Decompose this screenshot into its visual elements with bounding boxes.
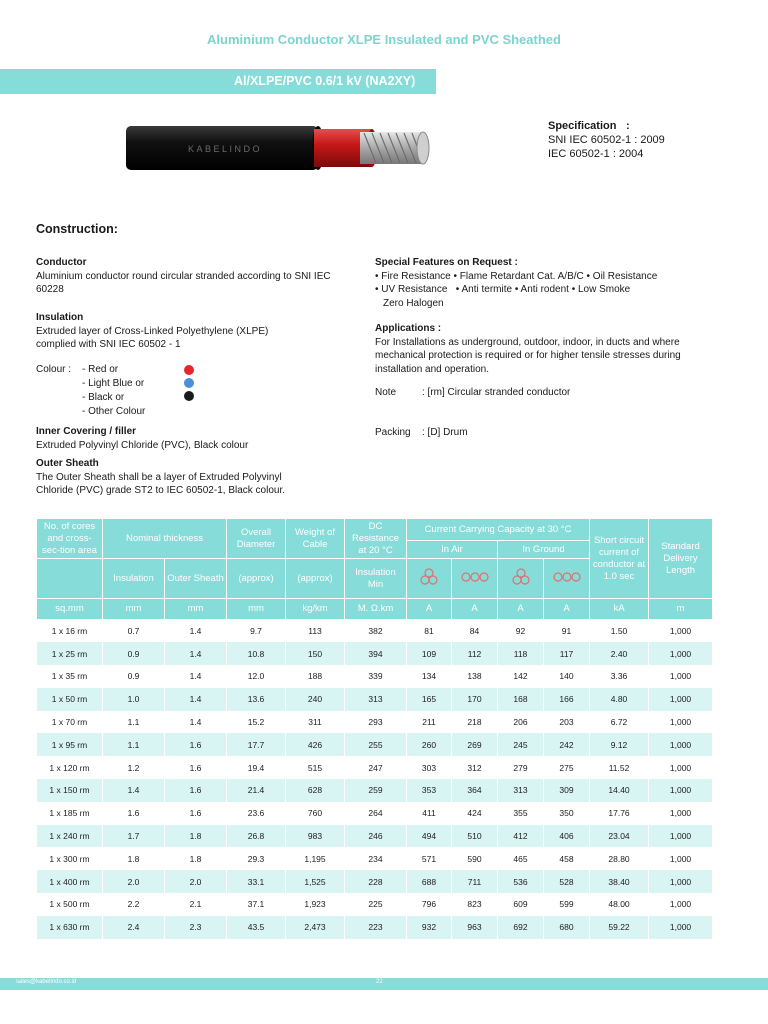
table-cell: 0.7 — [103, 620, 165, 643]
table-cell: 3.36 — [590, 665, 649, 688]
table-cell: 91 — [544, 620, 590, 643]
unit-cell: A — [452, 599, 498, 620]
unit-cell: A — [407, 599, 452, 620]
table-row — [37, 779, 713, 802]
table-row — [37, 642, 713, 665]
colour-item-light-blue: - Light Blue or — [82, 378, 145, 389]
table-cell: 1,000 — [649, 620, 713, 643]
insulation-heading: Insulation — [36, 312, 84, 323]
table-cell: 628 — [286, 779, 345, 802]
page-title: Aluminium Conductor XLPE Insulated and PVC Sheathed — [207, 32, 561, 47]
unit-cell: mm — [165, 599, 227, 620]
table-cell: 19.4 — [227, 756, 286, 779]
table-cell: 303 — [407, 756, 452, 779]
table-cell: 1 x 240 rm — [37, 825, 103, 848]
cable-brand-text: KABELINDO — [188, 144, 263, 154]
table-cell: 14.40 — [590, 779, 649, 802]
table-cell: 2.4 — [103, 916, 165, 939]
header-nominal-thickness: Nominal thickness — [103, 519, 227, 559]
table-row — [37, 620, 713, 643]
table-cell: 599 — [544, 893, 590, 916]
unit-cell: sq.mm — [37, 599, 103, 620]
table-cell: 225 — [345, 893, 407, 916]
table-cell: 9.12 — [590, 733, 649, 756]
table-cell: 6.72 — [590, 711, 649, 734]
table-cell: 932 — [407, 916, 452, 939]
colour-item-other: - Other Colour — [82, 406, 146, 417]
table-cell: 1,923 — [286, 893, 345, 916]
table-row — [37, 802, 713, 825]
table-cell: 339 — [345, 665, 407, 688]
special-features-block — [375, 256, 715, 310]
table-cell: 188 — [286, 665, 345, 688]
flat-ground-icon — [544, 559, 590, 599]
conductor-block — [36, 256, 336, 297]
table-cell: 1,000 — [649, 642, 713, 665]
header-insulation-min: Insulation Min — [345, 559, 407, 599]
conductor-text: Aluminium conductor round circular stranded according to SNI IEC 60228 — [36, 270, 331, 295]
table-cell: 412 — [498, 825, 544, 848]
table-cell: 211 — [407, 711, 452, 734]
table-cell: 21.4 — [227, 779, 286, 802]
table-cell: 571 — [407, 847, 452, 870]
inner-covering-block — [36, 425, 356, 452]
applications-heading: Applications : — [375, 323, 442, 334]
table-cell: 228 — [345, 870, 407, 893]
table-cell: 1.50 — [590, 620, 649, 643]
table-cell: 2.40 — [590, 642, 649, 665]
table-cell: 1,000 — [649, 825, 713, 848]
table-cell: 1,000 — [649, 916, 713, 939]
specification-line-2: IEC 60502-1 : 2004 — [548, 148, 644, 160]
table-cell: 963 — [452, 916, 498, 939]
table-cell: 1.1 — [103, 711, 165, 734]
table-cell: 692 — [498, 916, 544, 939]
table-cell: 165 — [407, 688, 452, 711]
table-cell: 15.2 — [227, 711, 286, 734]
table-body — [37, 620, 713, 939]
applications-line-1: For Installations as underground, outdoor, indoor, in ducts and where — [375, 336, 680, 348]
table-cell: 17.76 — [590, 802, 649, 825]
table-cell: 117 — [544, 642, 590, 665]
insulation-block — [36, 311, 336, 352]
unit-cell: M. Ω.km — [345, 599, 407, 620]
table-cell: 170 — [452, 688, 498, 711]
table-cell: 12.0 — [227, 665, 286, 688]
table-cell: 245 — [498, 733, 544, 756]
table-cell: 275 — [544, 756, 590, 779]
table-cell: 609 — [498, 893, 544, 916]
table-cell: 206 — [498, 711, 544, 734]
construction-title: Construction: — [36, 222, 118, 236]
table-cell: 983 — [286, 825, 345, 848]
table-cell: 590 — [452, 847, 498, 870]
special-features-line-2: • UV Resistance • Anti termite • Anti rodent • Low Smoke — [375, 284, 631, 295]
table-cell: 134 — [407, 665, 452, 688]
table-cell: 2,473 — [286, 916, 345, 939]
product-code: Al/XLPE/PVC 0.6/1 kV (NA2XY) — [234, 74, 416, 88]
table-cell: 312 — [452, 756, 498, 779]
colour-label: Colour : — [36, 364, 72, 375]
black-swatch-icon — [184, 391, 194, 401]
table-cell: 1 x 95 rm — [37, 733, 103, 756]
table-cell: 33.1 — [227, 870, 286, 893]
packing-row — [375, 427, 468, 438]
unit-cell: mm — [227, 599, 286, 620]
table-cell: 260 — [407, 733, 452, 756]
unit-cell: kA — [590, 599, 649, 620]
table-cell: 1 x 400 rm — [37, 870, 103, 893]
packing-value: : [D] Drum — [422, 427, 468, 438]
applications-line-3: installation and operation. — [375, 363, 489, 375]
table-cell: 1,195 — [286, 847, 345, 870]
table-cell: 1,000 — [649, 779, 713, 802]
special-features-line-1: • Fire Resistance • Flame Retardant Cat. A/B/C • Oil Resistance — [375, 270, 658, 282]
table-cell: 1 x 150 rm — [37, 779, 103, 802]
table-cell: 1,000 — [649, 847, 713, 870]
table-cell: 138 — [452, 665, 498, 688]
table-cell: 1.6 — [165, 733, 227, 756]
header-weight: Weight of Cable — [286, 519, 345, 559]
table-cell: 1.4 — [165, 688, 227, 711]
header-short-circuit: Short circuit current of conductor at 1.0 sec — [590, 519, 649, 599]
packing-label: Packing — [375, 427, 411, 438]
table-row — [37, 847, 713, 870]
table-cell: 760 — [286, 802, 345, 825]
specification-heading: Specification — [548, 120, 617, 132]
trefoil-ground-icon — [498, 559, 544, 599]
table-cell: 28.80 — [590, 847, 649, 870]
table-cell: 259 — [345, 779, 407, 802]
outer-sheath-line-1: The Outer Sheath shall be a layer of Extruded Polyvinyl — [36, 471, 282, 483]
table-cell: 458 — [544, 847, 590, 870]
table-cell: 1.8 — [103, 847, 165, 870]
table-row — [37, 711, 713, 734]
product-banner — [0, 69, 436, 94]
table-cell: 394 — [345, 642, 407, 665]
table-cell: 242 — [544, 733, 590, 756]
table-cell: 1 x 70 rm — [37, 711, 103, 734]
table-cell: 166 — [544, 688, 590, 711]
table-cell: 43.5 — [227, 916, 286, 939]
unit-cell: A — [544, 599, 590, 620]
table-cell: 142 — [498, 665, 544, 688]
table-cell: 218 — [452, 711, 498, 734]
table-cell: 203 — [544, 711, 590, 734]
table-row — [37, 733, 713, 756]
page-number: 22 — [376, 979, 383, 985]
table-cell: 1.6 — [103, 802, 165, 825]
table-cell: 48.00 — [590, 893, 649, 916]
table-cell: 426 — [286, 733, 345, 756]
table-cell: 1.6 — [165, 802, 227, 825]
trefoil-air-icon — [407, 559, 452, 599]
table-cell: 264 — [345, 802, 407, 825]
table-cell: 1,000 — [649, 893, 713, 916]
header-current-capacity: Current Carrying Capacity at 30 °C — [407, 519, 590, 541]
table-cell: 536 — [498, 870, 544, 893]
header-in-air: In Air — [407, 541, 498, 559]
table-cell: 350 — [544, 802, 590, 825]
red-swatch-icon — [184, 365, 194, 375]
table-cell: 255 — [345, 733, 407, 756]
table-cell: 494 — [407, 825, 452, 848]
inner-covering-text: Extruded Polyvinyl Chloride (PVC), Black colour — [36, 439, 249, 451]
footer-bar — [0, 978, 768, 990]
inner-covering-heading: Inner Covering / filler — [36, 426, 137, 437]
table-cell: 353 — [407, 779, 452, 802]
table-cell: 38.40 — [590, 870, 649, 893]
table-cell: 247 — [345, 756, 407, 779]
outer-sheath-block — [36, 457, 356, 498]
table-cell: 1,000 — [649, 802, 713, 825]
table-cell: 406 — [544, 825, 590, 848]
table-cell: 13.6 — [227, 688, 286, 711]
header-diameter-approx: (approx) — [227, 559, 286, 599]
header-weight-approx: (approx) — [286, 559, 345, 599]
table-cell: 29.3 — [227, 847, 286, 870]
table-cell: 1.6 — [165, 779, 227, 802]
outer-sheath-heading: Outer Sheath — [36, 458, 99, 469]
table-cell: 1.7 — [103, 825, 165, 848]
table-cell: 1.4 — [165, 620, 227, 643]
header-insulation: Insulation — [103, 559, 165, 599]
header-in-ground: In Ground — [498, 541, 590, 559]
table-cell: 223 — [345, 916, 407, 939]
table-cell: 1 x 35 rm — [37, 665, 103, 688]
table-cell: 1,000 — [649, 733, 713, 756]
special-features-heading: Special Features on Request : — [375, 257, 518, 268]
table-cell: 17.7 — [227, 733, 286, 756]
table-cell: 711 — [452, 870, 498, 893]
table-cell: 510 — [452, 825, 498, 848]
table-cell: 112 — [452, 642, 498, 665]
colour-item-black: - Black or — [82, 392, 125, 403]
applications-line-2: mechanical protection is required or for higher tensile stresses during — [375, 350, 681, 361]
header-outer-sheath: Outer Sheath — [165, 559, 227, 599]
table-cell: 168 — [498, 688, 544, 711]
table-cell: 313 — [498, 779, 544, 802]
table-cell: 109 — [407, 642, 452, 665]
table-cell: 1,000 — [649, 756, 713, 779]
table-cell: 1,000 — [649, 711, 713, 734]
header-delivery-length: Standard Delivery Length — [649, 519, 713, 599]
unit-cell: kg/km — [286, 599, 345, 620]
table-cell: 2.1 — [165, 893, 227, 916]
table-row — [37, 756, 713, 779]
note-row — [375, 387, 571, 398]
table-cell: 1.8 — [165, 847, 227, 870]
table-cell: 118 — [498, 642, 544, 665]
colour-item-red: - Red or — [82, 364, 119, 375]
table-cell: 1.4 — [165, 665, 227, 688]
table-cell: 59.22 — [590, 916, 649, 939]
table-cell: 688 — [407, 870, 452, 893]
colour-block — [36, 364, 206, 420]
cable-spec-table — [36, 518, 713, 939]
table-cell: 84 — [452, 620, 498, 643]
table-cell: 240 — [286, 688, 345, 711]
header-dc-resistance: DC Resistance at 20 °C — [345, 519, 407, 559]
unit-cell: mm — [103, 599, 165, 620]
table-cell: 311 — [286, 711, 345, 734]
table-cell: 528 — [544, 870, 590, 893]
table-cell: 1 x 50 rm — [37, 688, 103, 711]
unit-cell: m — [649, 599, 713, 620]
table-cell: 1,000 — [649, 688, 713, 711]
table-row — [37, 893, 713, 916]
light-blue-swatch-icon — [184, 378, 194, 388]
table-cell: 1 x 300 rm — [37, 847, 103, 870]
table-cell: 234 — [345, 847, 407, 870]
table-cell: 1.4 — [165, 642, 227, 665]
insulation-line-1: Extruded layer of Cross-Linked Polyethylene (XLPE) — [36, 325, 269, 337]
table-cell: 92 — [498, 620, 544, 643]
table-cell: 1.1 — [103, 733, 165, 756]
table-cell: 150 — [286, 642, 345, 665]
table-cell: 9.7 — [227, 620, 286, 643]
table-cell: 293 — [345, 711, 407, 734]
applications-block — [375, 322, 720, 376]
table-cell: 2.2 — [103, 893, 165, 916]
units-row — [37, 599, 713, 620]
table-cell: 796 — [407, 893, 452, 916]
table-cell: 680 — [544, 916, 590, 939]
table-cell: 1 x 630 rm — [37, 916, 103, 939]
table-row — [37, 916, 713, 939]
table-cell: 26.8 — [227, 825, 286, 848]
table-cell: 246 — [345, 825, 407, 848]
table-cell: 1 x 500 rm — [37, 893, 103, 916]
table-row — [37, 825, 713, 848]
table-cell: 23.6 — [227, 802, 286, 825]
table-cell: 2.3 — [165, 916, 227, 939]
table-cell: 1 x 185 rm — [37, 802, 103, 825]
table-row — [37, 688, 713, 711]
table-cell: 1.4 — [103, 779, 165, 802]
flat-air-icon — [452, 559, 498, 599]
table-cell: 1 x 120 rm — [37, 756, 103, 779]
special-features-line-3: Zero Halogen — [383, 297, 444, 309]
table-cell: 823 — [452, 893, 498, 916]
specification-colon: : — [626, 120, 630, 132]
table-cell: 382 — [345, 620, 407, 643]
table-cell: 1,525 — [286, 870, 345, 893]
note-label: Note — [375, 387, 397, 398]
table-cell: 1.4 — [165, 711, 227, 734]
table-cell: 424 — [452, 802, 498, 825]
table-cell: 1.2 — [103, 756, 165, 779]
table-cell: 37.1 — [227, 893, 286, 916]
table-cell: 2.0 — [165, 870, 227, 893]
table-row — [37, 870, 713, 893]
table-cell: 465 — [498, 847, 544, 870]
table-cell: 355 — [498, 802, 544, 825]
table-cell: 81 — [407, 620, 452, 643]
note-value: : [rm] Circular stranded conductor — [422, 387, 571, 398]
conductor-heading: Conductor — [36, 257, 87, 268]
table-cell: 11.52 — [590, 756, 649, 779]
table-cell: 140 — [544, 665, 590, 688]
table-cell: 515 — [286, 756, 345, 779]
table-cell: 269 — [452, 733, 498, 756]
table-cell: 1.0 — [103, 688, 165, 711]
cable-illustration — [124, 122, 434, 172]
table-cell: 1,000 — [649, 665, 713, 688]
table-cell: 1.8 — [165, 825, 227, 848]
table-cell: 23.04 — [590, 825, 649, 848]
table-cell: 1.6 — [165, 756, 227, 779]
header-cores-cont — [37, 559, 103, 599]
table-cell: 1,000 — [649, 870, 713, 893]
unit-cell: A — [498, 599, 544, 620]
insulation-line-2: complied with SNI IEC 60502 - 1 — [36, 339, 181, 350]
outer-sheath-line-2: Chloride (PVC) grade ST2 to IEC 60502-1, Black colour. — [36, 485, 286, 496]
table-cell: 2.0 — [103, 870, 165, 893]
table-cell: 313 — [345, 688, 407, 711]
table-cell: 411 — [407, 802, 452, 825]
table-cell: 4.80 — [590, 688, 649, 711]
table-cell: 1 x 16 rm — [37, 620, 103, 643]
table-cell: 0.9 — [103, 665, 165, 688]
table-cell: 1 x 25 rm — [37, 642, 103, 665]
table-cell: 309 — [544, 779, 590, 802]
specification-block — [548, 119, 665, 161]
table-cell: 113 — [286, 620, 345, 643]
footer-email: sales@kabelindo.co.id — [16, 979, 77, 985]
table-cell: 364 — [452, 779, 498, 802]
table-row — [37, 665, 713, 688]
specification-line-1: SNI IEC 60502-1 : 2009 — [548, 134, 665, 146]
table-cell: 0.9 — [103, 642, 165, 665]
header-cores: No. of cores and cross-sec-tion area — [37, 519, 103, 559]
table-cell: 10.8 — [227, 642, 286, 665]
header-overall-diameter: Overall Diameter — [227, 519, 286, 559]
table-cell: 279 — [498, 756, 544, 779]
